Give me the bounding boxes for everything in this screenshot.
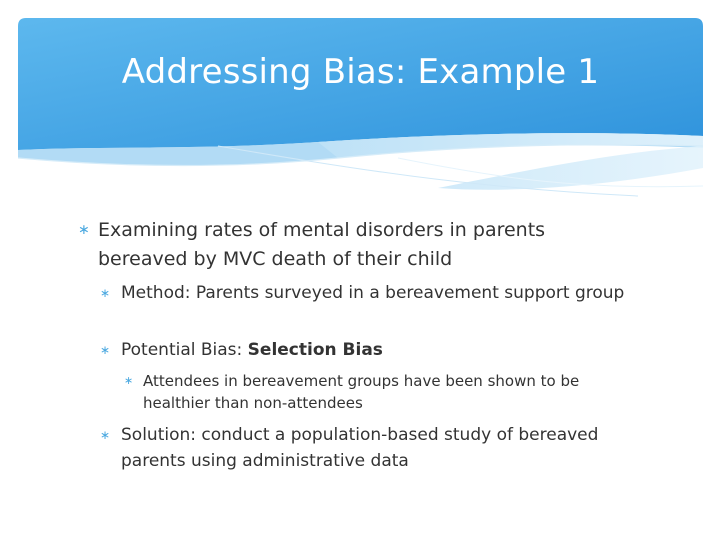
bullet-text: Attendees in bereavement groups have been shown to be healthier than non-attendees bbox=[143, 372, 580, 412]
bullet-attendees bbox=[124, 370, 644, 414]
asterisk-bullet-icon: ∗ bbox=[78, 222, 90, 238]
header-band bbox=[18, 18, 703, 200]
selection-bias-emphasis: Selection Bias bbox=[247, 340, 383, 360]
bullet-text: Examining rates of mental disorders in parents bereaved by MVC death of their child bbox=[98, 219, 546, 270]
bullet-text: Solution: conduct a population-based study of bereaved parents using administrative data bbox=[121, 425, 599, 471]
asterisk-bullet-icon: ∗ bbox=[100, 428, 111, 442]
bullet-method bbox=[100, 280, 640, 306]
bullet-text bbox=[121, 337, 640, 363]
slide-title: Addressing Bias: Example 1 bbox=[121, 52, 600, 92]
asterisk-bullet-icon: ∗ bbox=[100, 343, 111, 357]
bias-label: Potential Bias: bbox=[121, 340, 248, 360]
header-wave-graphic bbox=[18, 18, 703, 200]
bullet-examining-rates bbox=[78, 216, 598, 274]
asterisk-bullet-icon: ∗ bbox=[124, 374, 134, 387]
bullet-potential-bias bbox=[100, 337, 640, 363]
bullet-solution bbox=[100, 422, 640, 474]
asterisk-bullet-icon: ∗ bbox=[100, 286, 111, 300]
bullet-text: Method: Parents surveyed in a bereavement support group bbox=[121, 283, 625, 303]
